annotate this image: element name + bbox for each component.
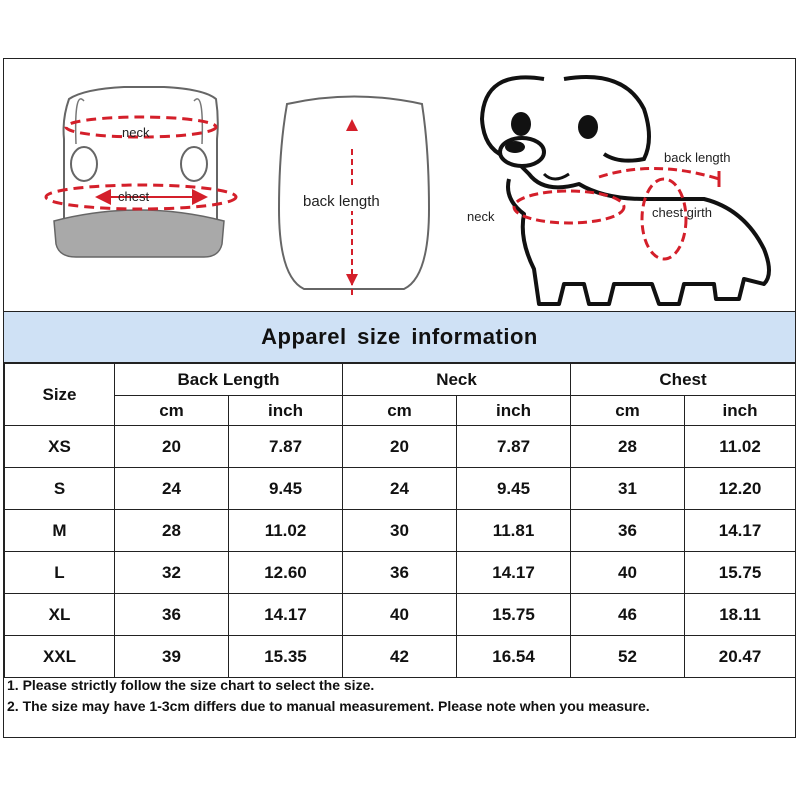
- size-cell: XS: [5, 426, 115, 468]
- unit-header: inch: [457, 396, 571, 426]
- garment-front-illustration: [46, 87, 236, 257]
- measurement-cell: 30: [343, 510, 457, 552]
- measurement-cell: 52: [571, 636, 685, 678]
- measurement-cell: 11.02: [229, 510, 343, 552]
- garment-back-illustration: [279, 97, 429, 300]
- measurement-cell: 15.75: [685, 552, 796, 594]
- measurement-cell: 15.35: [229, 636, 343, 678]
- measurement-cell: 12.60: [229, 552, 343, 594]
- measurement-cell: 12.20: [685, 468, 796, 510]
- measurement-cell: 46: [571, 594, 685, 636]
- table-row: [5, 594, 796, 636]
- dog-neck-label: neck: [467, 209, 495, 224]
- measurement-cell: 7.87: [229, 426, 343, 468]
- measurement-cell: 28: [571, 426, 685, 468]
- table-unit-row: [5, 396, 796, 426]
- table-row: [5, 510, 796, 552]
- unit-header: cm: [571, 396, 685, 426]
- chest-group-header: Chest: [571, 364, 796, 396]
- dog-chest-girth-label: chest girth: [652, 205, 712, 220]
- illustrations: [4, 59, 795, 311]
- measurement-cell: 20.47: [685, 636, 796, 678]
- note-2: 2. The size may have 1-3cm differs due to manual measurement. Please note when you measure.: [7, 698, 650, 714]
- measurement-cell: 9.45: [457, 468, 571, 510]
- size-table: [4, 363, 796, 678]
- size-column-header: Size: [5, 364, 115, 426]
- measurement-cell: 14.17: [685, 510, 796, 552]
- measurement-cell: 14.17: [229, 594, 343, 636]
- measurement-cell: 40: [343, 594, 457, 636]
- measurement-cell: 15.75: [457, 594, 571, 636]
- measurement-cell: 9.45: [229, 468, 343, 510]
- table-row: [5, 552, 796, 594]
- unit-header: cm: [343, 396, 457, 426]
- unit-header: inch: [685, 396, 796, 426]
- unit-header: inch: [229, 396, 343, 426]
- size-cell: M: [5, 510, 115, 552]
- measurement-cell: 42: [343, 636, 457, 678]
- measurement-cell: 28: [115, 510, 229, 552]
- measurement-cell: 14.17: [457, 552, 571, 594]
- size-cell: XL: [5, 594, 115, 636]
- measurement-cell: 20: [343, 426, 457, 468]
- table-row: [5, 636, 796, 678]
- dog-back-length-label: back length: [664, 150, 731, 165]
- neck-group-header: Neck: [343, 364, 571, 396]
- measurement-cell: 36: [571, 510, 685, 552]
- table-title-bar: [4, 311, 795, 363]
- notes: [4, 675, 795, 717]
- size-cell: L: [5, 552, 115, 594]
- measurement-cell: 39: [115, 636, 229, 678]
- measurement-cell: 11.02: [685, 426, 796, 468]
- back-length-group-header: Back Length: [115, 364, 343, 396]
- back-length-label: back length: [303, 193, 380, 210]
- size-cell: XXL: [5, 636, 115, 678]
- chest-label: chest: [118, 189, 150, 204]
- measurement-cell: 36: [343, 552, 457, 594]
- measurement-cell: 20: [115, 426, 229, 468]
- note-1: 1. Please strictly follow the size chart to select the size.: [7, 677, 375, 693]
- table-row: [5, 426, 796, 468]
- measurement-cell: 24: [343, 468, 457, 510]
- dog-illustration: [467, 77, 769, 304]
- measurement-cell: 40: [571, 552, 685, 594]
- measurement-cell: 18.11: [685, 594, 796, 636]
- page-title: Apparel size information: [261, 324, 538, 349]
- measurement-cell: 32: [115, 552, 229, 594]
- size-chart-frame: [3, 58, 796, 738]
- neck-label: neck: [122, 125, 150, 140]
- table-header-row: [5, 364, 796, 396]
- measurement-cell: 11.81: [457, 510, 571, 552]
- measurement-cell: 16.54: [457, 636, 571, 678]
- measurement-cell: 36: [115, 594, 229, 636]
- unit-header: cm: [115, 396, 229, 426]
- measurement-cell: 31: [571, 468, 685, 510]
- measurement-cell: 24: [115, 468, 229, 510]
- size-cell: S: [5, 468, 115, 510]
- table-row: [5, 468, 796, 510]
- measurement-cell: 7.87: [457, 426, 571, 468]
